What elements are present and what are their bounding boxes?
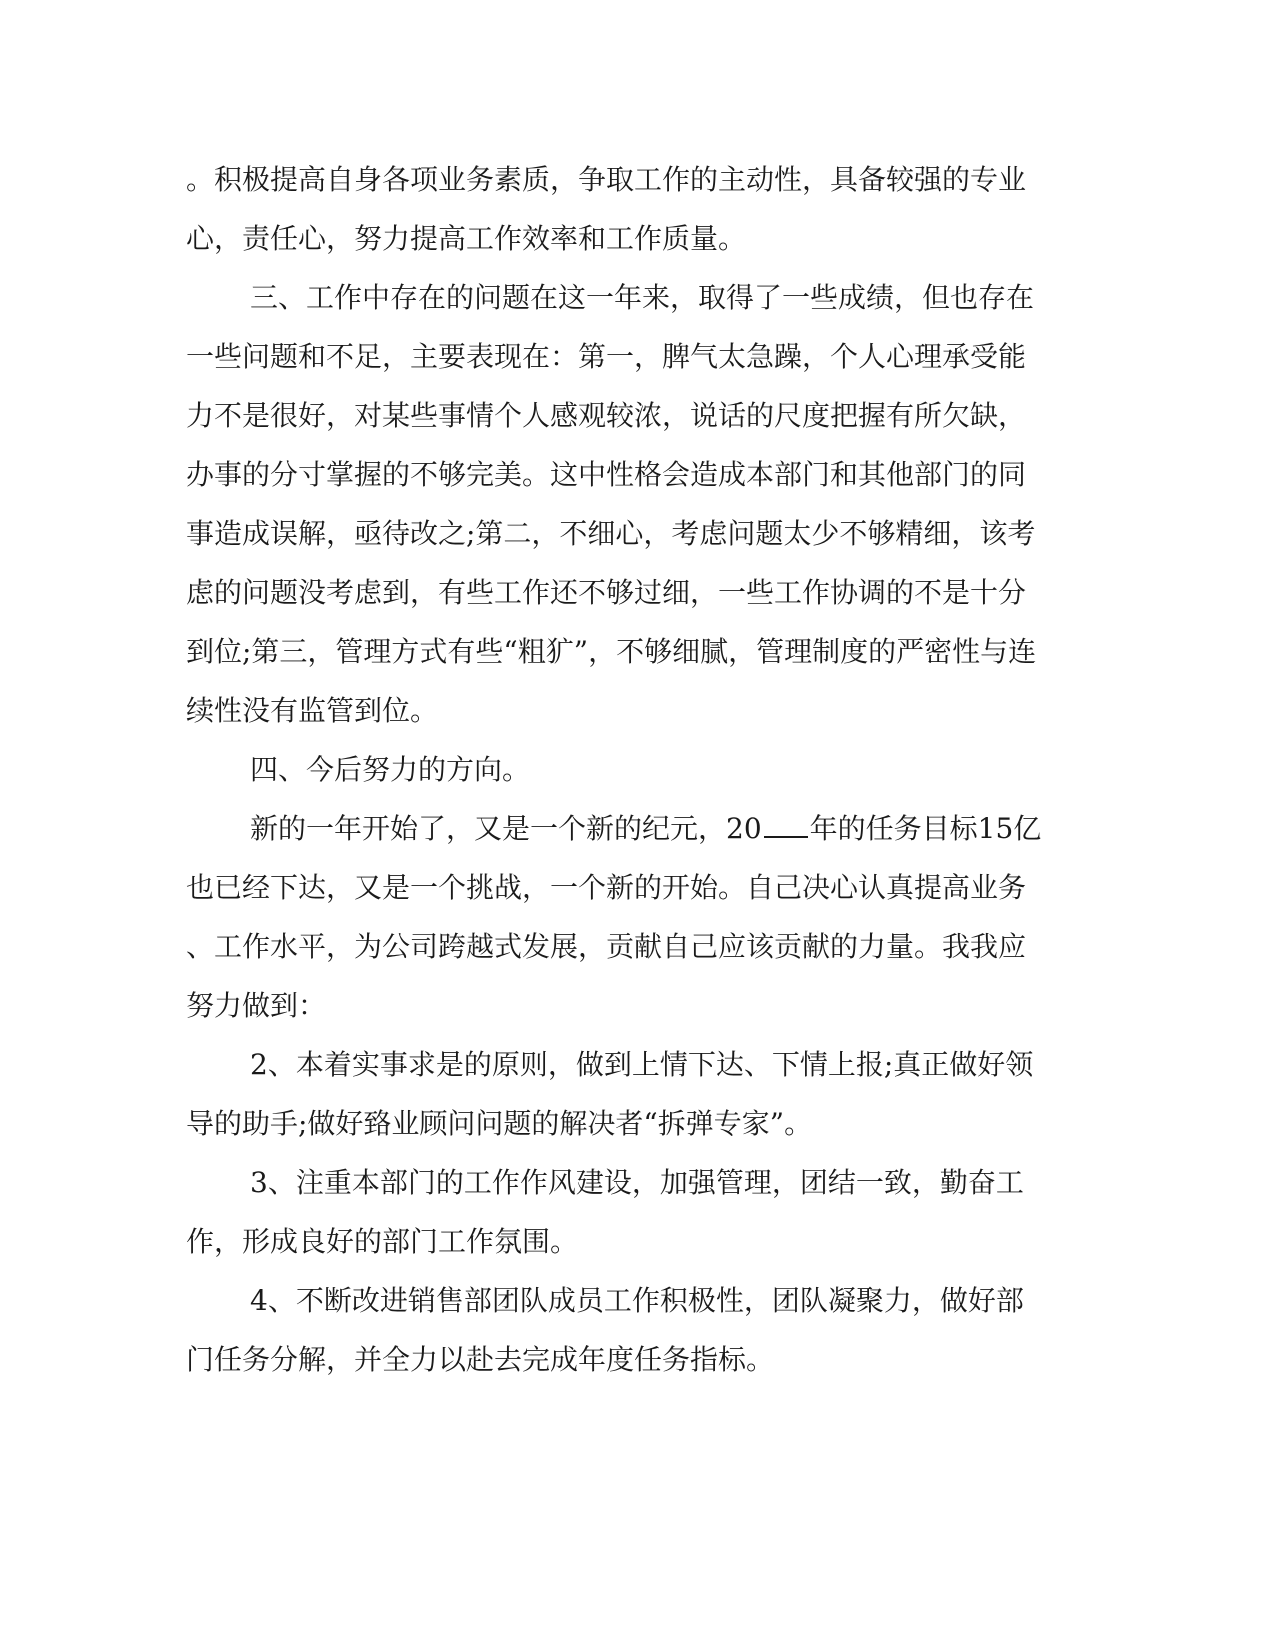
text-line: 办事的分寸掌握的不够完美。这中性格会造成本部门和其他部门的同: [186, 458, 1027, 491]
text-line: 门任务分解，并全力以赴去完成年度任务指标。: [186, 1343, 775, 1376]
text-segment: 新的一年开始了，又是一个新的纪元，20: [250, 812, 762, 845]
fill-in-blank: [764, 810, 808, 838]
text-line: 心，责任心，努力提高工作效率和工作质量。: [186, 222, 747, 255]
text-line: 力不是很好，对某些事情个人感观较浓，说话的尺度把握有所欠缺，: [186, 399, 1027, 432]
text-line: 。积极提高自身各项业务素质，争取工作的主动性，具备较强的专业: [186, 163, 1027, 196]
text-line: 一些问题和不足，主要表现在：第一，脾气太急躁，个人心理承受能: [186, 340, 1027, 373]
text-segment: 年的任务目标15亿: [809, 812, 1042, 845]
text-line-with-blank: [250, 809, 1150, 849]
text-line: 作，形成良好的部门工作氛围。: [186, 1225, 579, 1258]
text-line: 导的助手;做好臵业顾问问题的解决者“拆弹专家”。: [186, 1107, 813, 1140]
text-line: 到位;第三，管理方式有些“粗犷”，不够细腻，管理制度的严密性与连: [186, 635, 1037, 668]
text-line: 事造成误解，亟待改之;第二，不细心，考虑问题太少不够精细，该考: [186, 517, 1036, 550]
list-item-3: 3、注重本部门的工作作风建设，加强管理，团结一致，勤奋工: [250, 1166, 1024, 1199]
text-line: 努力做到：: [186, 989, 327, 1022]
list-item-4: 4、不断改进销售部团队成员工作积极性，团队凝聚力，做好部: [250, 1284, 1024, 1317]
section-heading-problems: 三、工作中存在的问题在这一年来，取得了一些成绩，但也存在: [250, 281, 1035, 314]
text-line: 虑的问题没考虑到，有些工作还不够过细，一些工作协调的不是十分: [186, 576, 1027, 609]
text-line: 、工作水平，为公司跨越式发展，贡献自己应该贡献的力量。我我应: [186, 930, 1027, 963]
text-line: 续性没有监管到位。: [186, 694, 439, 727]
section-heading-direction: 四、今后努力的方向。: [250, 753, 531, 786]
text-line: 也已经下达，又是一个挑战，一个新的开始。自己决心认真提高业务: [186, 871, 1027, 904]
list-item-2: 2、本着实事求是的原则，做到上情下达、下情上报;真正做好领: [250, 1048, 1034, 1081]
